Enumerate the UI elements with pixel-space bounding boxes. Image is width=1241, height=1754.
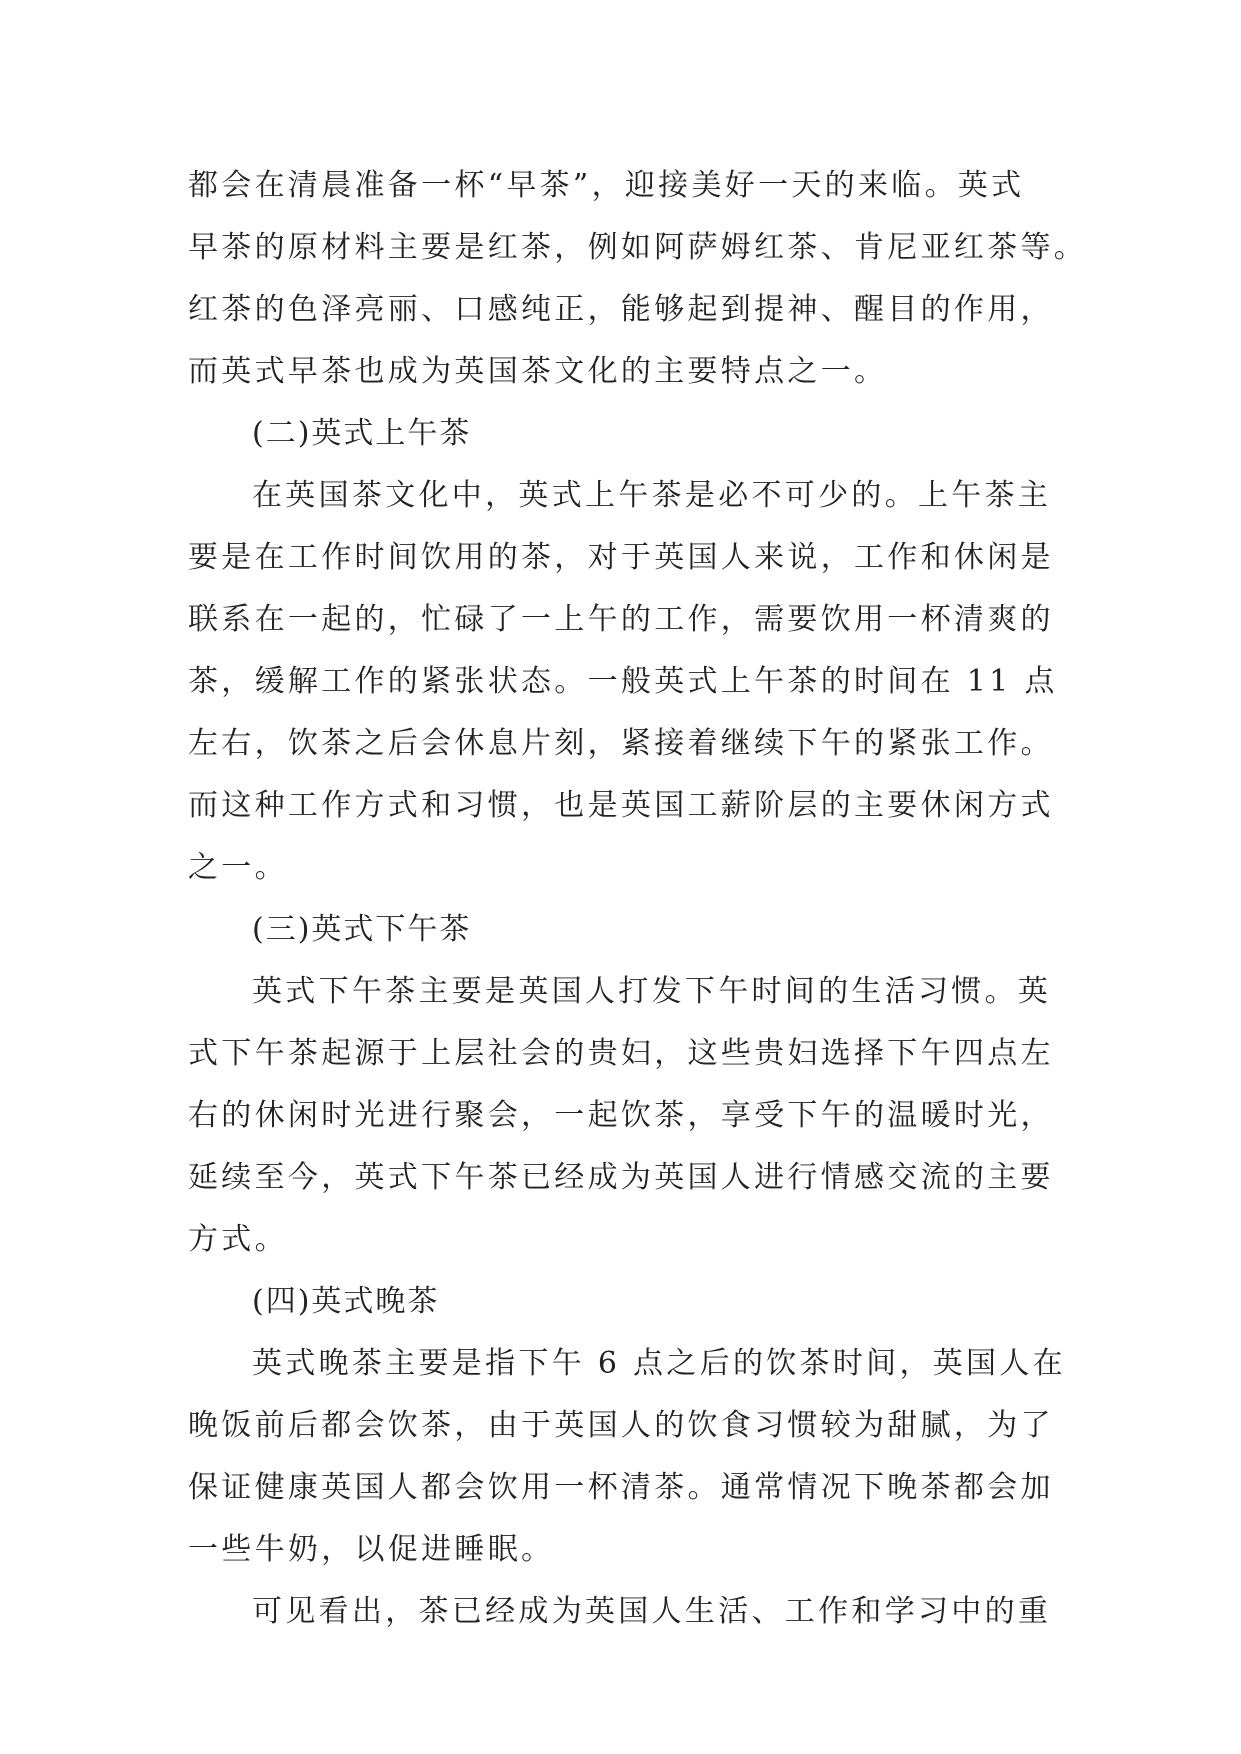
section-heading: (二)英式上午茶: [252, 416, 472, 451]
paragraph-line: 保证健康英国人都会饮用一杯清茶。通常情况下晚茶都会加: [188, 1470, 1054, 1505]
paragraph-line: 都会在清晨准备一杯“早茶”，迎接美好一天的来临。英式: [188, 168, 1025, 203]
paragraph-line: 英式下午茶主要是英国人打发下午时间的生活习惯。英: [252, 974, 1052, 1009]
section-heading: (三)英式下午茶: [252, 912, 472, 947]
paragraph-line: 联系在一起的，忙碌了一上午的工作，需要饮用一杯清爽的: [188, 602, 1054, 637]
paragraph-line: 延续至今，英式下午茶已经成为英国人进行情感交流的主要: [188, 1160, 1054, 1195]
paragraph-line: 而这种工作方式和习惯，也是英国工薪阶层的主要休闲方式: [188, 788, 1054, 823]
paragraph-line: 左右，饮茶之后会休息片刻，紧接着继续下午的紧张工作。: [188, 726, 1054, 761]
paragraph-line: 而英式早茶也成为英国茶文化的主要特点之一。: [188, 354, 888, 389]
paragraph-line: 式下午茶起源于上层社会的贵妇，这些贵妇选择下午四点左: [188, 1036, 1054, 1071]
paragraph-line: 红茶的色泽亮丽、口感纯正，能够起到提神、醒目的作用，: [188, 292, 1054, 327]
paragraph-line: 要是在工作时间饮用的茶，对于英国人来说，工作和休闲是: [188, 540, 1054, 575]
paragraph-line: 晚饭前后都会饮茶，由于英国人的饮食习惯较为甜腻，为了: [188, 1408, 1054, 1443]
paragraph-line: 早茶的原材料主要是红茶，例如阿萨姆红茶、肯尼亚红茶等。: [188, 230, 1088, 265]
paragraph-line: 可见看出，茶已经成为英国人生活、工作和学习中的重: [252, 1594, 1052, 1629]
paragraph-line: 一些牛奶，以促进睡眠。: [188, 1532, 555, 1567]
paragraph-line: 之一。: [188, 850, 288, 885]
section-heading: (四)英式晚茶: [252, 1284, 440, 1319]
paragraph-line: 右的休闲时光进行聚会，一起饮茶，享受下午的温暖时光，: [188, 1098, 1054, 1133]
paragraph-line: 茶，缓解工作的紧张状态。一般英式上午茶的时间在 11 点: [188, 664, 1058, 699]
paragraph-line: 方式。: [188, 1222, 288, 1257]
paragraph-line: 英式晚茶主要是指下午 6 点之后的饮茶时间，英国人在: [252, 1346, 1066, 1381]
body-text: [188, 155, 1088, 1643]
paragraph-line: 在英国茶文化中，英式上午茶是必不可少的。上午茶主: [252, 478, 1052, 513]
